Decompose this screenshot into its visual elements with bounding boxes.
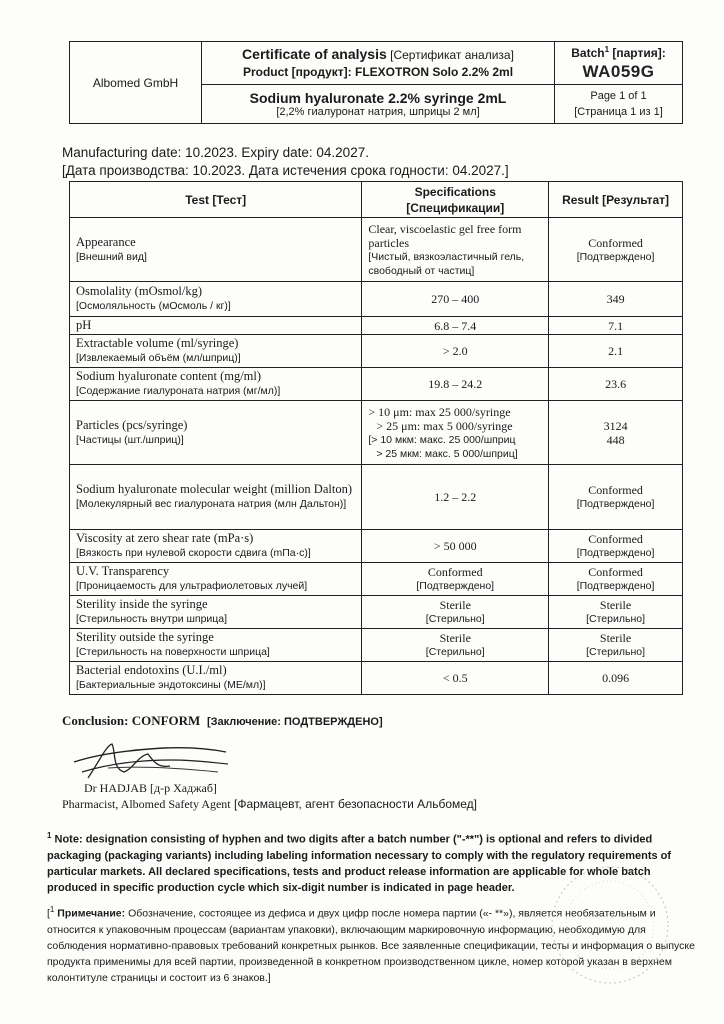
stamp: [535, 860, 685, 990]
batch-number: WA059G: [582, 61, 655, 81]
spec-cell: 1.2 – 2.2: [362, 465, 549, 530]
table-row: [70, 317, 683, 335]
footnote-ru-mark: 1: [49, 905, 55, 914]
certificate-title: Certificate of analysis: [242, 45, 387, 62]
table-row: [70, 662, 683, 695]
product-subtitle: Sodium hyaluronate 2.2% syringe 2mL: [249, 90, 507, 106]
footnote-en-label: Note:: [54, 833, 83, 846]
spec-cell: > 50 000: [362, 530, 549, 563]
page-number-cell: [555, 85, 683, 124]
product-label: Product [продукт]:: [242, 64, 352, 79]
spec-cell: > 2.0: [362, 335, 549, 368]
company-name: Albomed GmbH: [92, 75, 179, 90]
table-row: [70, 465, 683, 530]
signer-title: Pharmacist, Albomed Safety Agent: [62, 797, 231, 811]
result-cell: 7.1: [549, 317, 683, 335]
result-cell: Sterile [Стерильно]: [549, 629, 683, 662]
spec-cell: Conformed [Подтверждено]: [362, 563, 549, 596]
table-row: [70, 401, 683, 465]
table-row: [70, 282, 683, 317]
conclusion: [62, 713, 383, 729]
footnote-ru-label: Примечание:: [57, 907, 126, 920]
test-cell: Appearance [Внешний вид]: [70, 218, 362, 282]
test-cell: Sterility outside the syringe [Стерильность на поверхности шприца]: [70, 629, 362, 662]
test-cell: Bacterial endotoxins (U.I./ml) [Бактериальные эндотоксины (МЕ/мл)]: [70, 662, 362, 695]
company-cell: [70, 42, 202, 124]
dates-block: [62, 144, 509, 180]
test-cell: Viscosity at zero shear rate (mPa·s) [Вязкость при нулевой скорости сдвига (mПa·c)]: [70, 530, 362, 563]
result-cell: 0.096: [549, 662, 683, 695]
spec-cell: 270 – 400: [362, 282, 549, 317]
product-name: FLEXOTRON Solo 2.2% 2ml: [355, 64, 514, 79]
signer-block: [62, 780, 477, 812]
result-cell: 3124 448: [549, 401, 683, 465]
spec-cell: Clear, viscoelastic gel free form particles [Чистый, вязкоэластичный гель, свободный от частиц]: [362, 218, 549, 282]
header-test: Test [Тест]: [70, 182, 362, 218]
spec-cell: Sterile [Стерильно]: [362, 629, 549, 662]
batch-label: Batch: [571, 45, 605, 60]
table-row: [70, 629, 683, 662]
test-cell: Sodium hyaluronate content (mg/ml) [Содержание гиалуроната натрия (мг/мл)]: [70, 368, 362, 401]
batch-cell: [555, 42, 683, 85]
product-subtitle-cell: [202, 85, 555, 124]
page-number-ru: [Страница 1 из 1]: [574, 106, 663, 118]
spec-cell: < 0.5: [362, 662, 549, 695]
result-cell: 2.1: [549, 335, 683, 368]
test-cell: Sodium hyaluronate molecular weight (million Dalton) [Молекулярный вес гиалуроната натрия (млн Дальтон)]: [70, 465, 362, 530]
dates-line-ru: [Дата производства: 10.2023. Дата истечения срока годности: 04.2027.]: [62, 163, 509, 178]
signer-title-ru: [Фармацевт, агент безопасности Альбомед]: [233, 797, 477, 811]
table-row: [70, 596, 683, 629]
spec-cell: 6.8 – 7.4: [362, 317, 549, 335]
certificate-title-ru: [Сертификат анализа]: [390, 47, 514, 62]
certificate-title-cell: [202, 42, 555, 85]
table-header-row: [70, 182, 683, 218]
table-row: [70, 368, 683, 401]
test-cell: Sterility inside the syringe [Стерильность внутри шприца]: [70, 596, 362, 629]
test-cell: pH: [70, 317, 362, 335]
dates-line-en: Manufacturing date: 10.2023. Expiry date: 04.2027.: [62, 145, 369, 160]
test-cell: Extractable volume (ml/syringe) [Извлекаемый объём (мл/шприц)]: [70, 335, 362, 368]
spec-cell: Sterile [Стерильно]: [362, 596, 549, 629]
document-header: [69, 41, 683, 124]
table-row: [70, 530, 683, 563]
test-cell: U.V. Transparency [Проницаемость для ультрафиолетовых лучей]: [70, 563, 362, 596]
spec-cell: 19.8 – 24.2: [362, 368, 549, 401]
result-cell: 23.6: [549, 368, 683, 401]
test-cell: Osmolality (mOsmol/kg) [Осмоляльность (мОсмоль / кг)]: [70, 282, 362, 317]
result-cell: Conformed [Подтверждено]: [549, 563, 683, 596]
header-specifications: Specifications [Спецификации]: [362, 182, 549, 218]
result-cell: Conformed [Подтверждено]: [549, 465, 683, 530]
footnote-ru-text: Обозначение, состоящее из дефиса и двух цифр после номера партии («- **»), является необязательным и относится к упаковочным процессам (вариантам упаковки), включающим маркировочную информацию, необходимую для соблюдения нормативно-правовых требований конкретных рынков. Все заявленные спецификации, тесты и информация о выпуске продукта применимы для всей партии, произведенной в конкретном производственном цикле, номер которой указан в верхнем колонтитуле страницы и состоит из 6 знаков.]: [47, 907, 695, 984]
result-cell: Conformed [Подтверждено]: [549, 218, 683, 282]
test-cell: Particles (pcs/syringe) [Частицы (шт./шприц)]: [70, 401, 362, 465]
batch-footnote-mark: 1: [604, 44, 610, 54]
table-row: [70, 218, 683, 282]
signature: [68, 738, 238, 784]
result-cell: Conformed [Подтверждено]: [549, 530, 683, 563]
footnote-ru-bracket: [: [47, 907, 50, 920]
result-cell: Sterile [Стерильно]: [549, 596, 683, 629]
page-number: Page 1 of 1: [590, 90, 647, 102]
table-row: [70, 335, 683, 368]
specifications-table: [69, 181, 683, 695]
product-subtitle-ru: [2,2% гиалуронат натрия, шприцы 2 мл]: [276, 106, 480, 118]
signer-name: Dr HADJAB [д-р Хаджаб]: [84, 781, 217, 795]
conclusion-label-ru: [Заключение: ПОДТВЕРЖДЕНО]: [206, 716, 383, 728]
footnote-en-text: designation consisting of hyphen and two digits after a batch number ("-**") is optional and refers to divided packaging (packaging variants) including labeling information necessary to comply with the regulatory requirements of particular markets. All declared specifications, tests and product release information are applicable for whole batch produced in specific production cycle which six-digit number is indicated in page header.: [47, 833, 672, 894]
header-result: Result [Результат]: [549, 182, 683, 218]
batch-label-ru: [партия]:: [612, 45, 666, 60]
spec-cell: > 10 μm: max 25 000/syringe > 25 μm: max 5 000/syringe [> 10 мкм: макс. 25 000/шприц > 25 мкм: макс. 5 000/шприц]: [362, 401, 549, 465]
footnote-en-mark: 1: [47, 831, 52, 840]
conclusion-label: Conclusion: CONFORM: [62, 713, 201, 728]
table-row: [70, 563, 683, 596]
result-cell: 349: [549, 282, 683, 317]
